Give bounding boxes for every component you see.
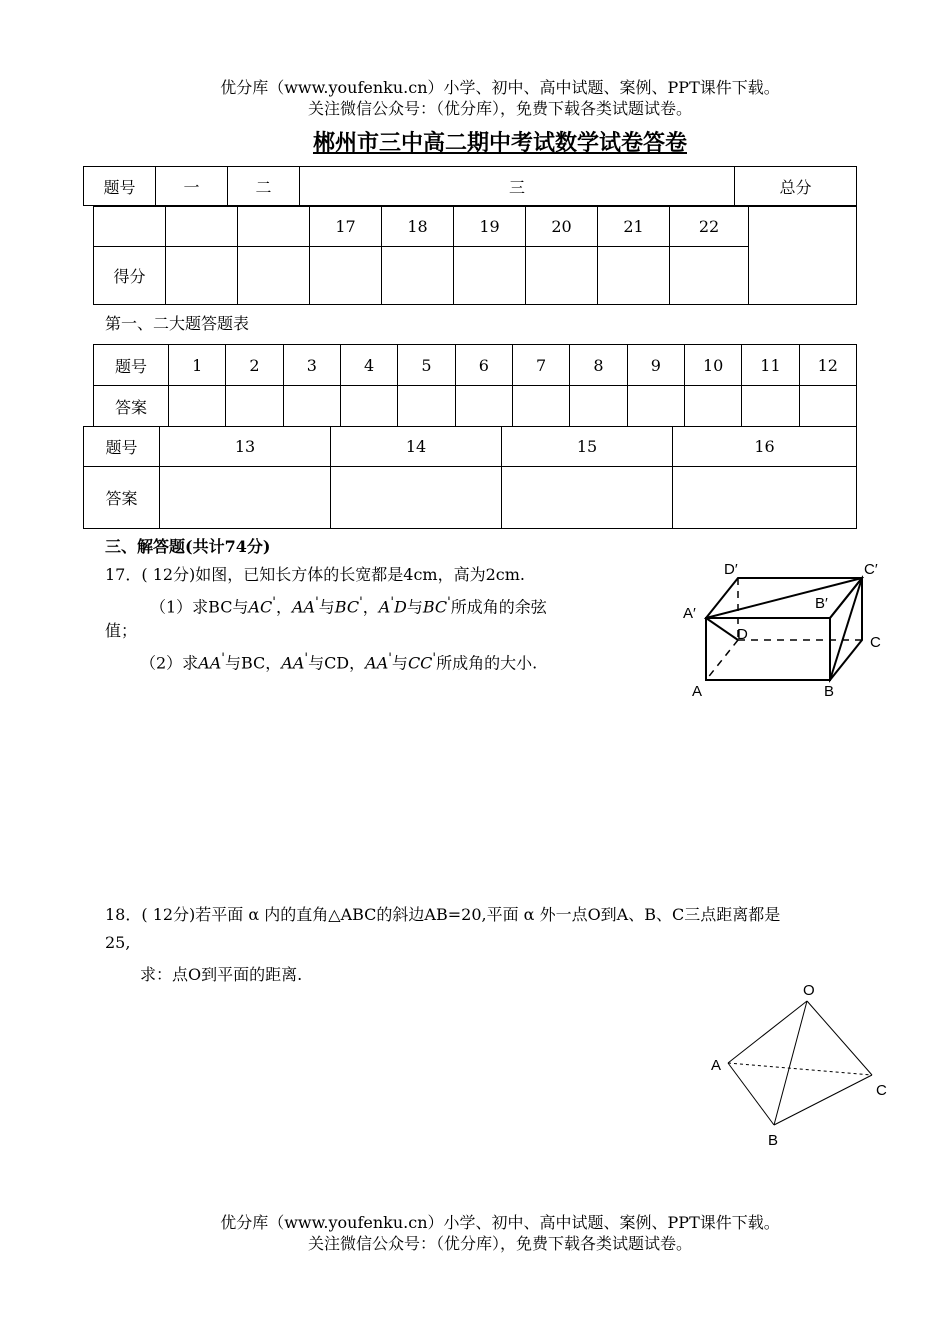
label-C: C	[876, 1082, 887, 1099]
answer1-cell[interactable]	[627, 386, 684, 427]
q17-p1-c: ，	[275, 597, 292, 617]
answer1-cell[interactable]	[684, 386, 741, 427]
score-cell[interactable]	[598, 247, 670, 305]
q17-p1-d: AA	[291, 597, 316, 617]
footer-line-1: 优分库（www.youfenku.cn）小学、初中、高中试题、案例、PPT课件下载。	[220, 1213, 780, 1232]
header-line-2: 关注微信公众号：（优分库），免费下载各类试题试卷。	[307, 99, 692, 118]
answer-table-1	[93, 344, 857, 427]
score-sub-20: 20	[526, 207, 598, 247]
score-cell[interactable]	[310, 247, 382, 305]
answer1-cell[interactable]	[226, 386, 283, 427]
page-title: 郴州市三中高二期中考试数学试卷答卷	[312, 130, 687, 156]
answer1-num: 1	[169, 345, 226, 386]
section3-title: 三、解答题(共计74分)	[105, 537, 271, 556]
answer1-cell[interactable]	[512, 386, 569, 427]
q17-p2-i: 所成角的大小.	[436, 653, 538, 673]
answer1-num: 5	[398, 345, 455, 386]
answer1-cell[interactable]	[570, 386, 627, 427]
label-O: O	[803, 982, 815, 999]
answer2-tihao-label: 题号	[84, 427, 160, 467]
edge-AB	[728, 1063, 774, 1125]
q17-p1-f: BC	[334, 597, 360, 617]
q17-p2-f: AA	[365, 653, 389, 673]
q17-p1-j: 与	[406, 597, 423, 617]
answer1-num: 3	[283, 345, 340, 386]
score-header-2: 二	[228, 167, 300, 206]
score-cell	[166, 207, 238, 247]
score-header-1: 一	[156, 167, 228, 206]
answer1-cell[interactable]	[742, 386, 799, 427]
score-header-total: 总分	[735, 167, 857, 206]
answer2-num: 15	[502, 427, 673, 467]
score-sub-18: 18	[382, 207, 454, 247]
score-cell[interactable]	[526, 247, 598, 305]
q17-p2-b: AA	[198, 653, 222, 673]
q17-p1-a: （1）求BC与	[150, 597, 249, 617]
answer1-num: 7	[512, 345, 569, 386]
label-Dp: D′	[724, 561, 738, 578]
score-cell[interactable]	[454, 247, 526, 305]
footer-line-2: 关注微信公众号：（优分库），免费下载各类试题试卷。	[307, 1234, 692, 1253]
answer2-cell[interactable]	[502, 467, 673, 529]
answer1-cell[interactable]	[398, 386, 455, 427]
q18-line3: 求：点O到平面的距离.	[140, 965, 303, 984]
answer1-daan-label: 答案	[94, 386, 169, 427]
score-cell[interactable]	[382, 247, 454, 305]
edge-BC	[774, 1075, 872, 1125]
q17-p1-k: BC	[422, 597, 448, 617]
answer1-cell[interactable]	[169, 386, 226, 427]
label-Ap: A′	[683, 605, 696, 622]
q18-line1: 18．( 12分)若平面 α 内的直角△ABC的斜边AB=20,平面 α 外一点O到A、B、C三点距离都是	[105, 905, 781, 924]
prime: '	[304, 651, 309, 666]
section12-label: 第一、二大题答题表	[105, 314, 250, 333]
answer-table-2	[83, 426, 857, 529]
answer2-cell[interactable]	[673, 467, 857, 529]
q17-p2-h: CC	[407, 653, 433, 673]
diag-AD	[706, 618, 738, 640]
q17-p1-g: ，	[362, 597, 379, 617]
label-Cp: C′	[864, 561, 878, 578]
score-sub-19: 19	[454, 207, 526, 247]
answer1-cell[interactable]	[799, 386, 856, 427]
label-Bp: B′	[815, 595, 828, 612]
score-cell[interactable]	[238, 247, 310, 305]
diag-AC	[706, 578, 862, 618]
score-defen-label: 得分	[94, 247, 166, 305]
q17-p1-b: AC	[248, 597, 273, 617]
edge-OB	[774, 1001, 807, 1125]
label-B: B	[824, 683, 835, 700]
header-line-1: 优分库（www.youfenku.cn）小学、初中、高中试题、案例、PPT课件下载。	[220, 78, 780, 97]
answer1-num: 10	[684, 345, 741, 386]
answer2-num: 14	[331, 427, 502, 467]
score-cell[interactable]	[670, 247, 749, 305]
answer1-num: 11	[742, 345, 799, 386]
answer1-cell[interactable]	[455, 386, 512, 427]
answer1-num: 4	[340, 345, 397, 386]
prime: '	[359, 595, 363, 610]
q17-line3: 值；	[105, 621, 138, 640]
q17-part1	[150, 592, 547, 618]
answer2-cell[interactable]	[331, 467, 502, 529]
q17-p2-g: 与	[391, 653, 408, 673]
q17-part2	[140, 648, 537, 674]
score-cell	[238, 207, 310, 247]
q17-p2-a: （2）求	[140, 653, 199, 673]
score-header-3: 三	[300, 167, 735, 206]
prime: '	[315, 595, 319, 610]
hidden-edge-DA	[706, 640, 738, 680]
score-table-header	[83, 166, 857, 206]
edge-OA	[728, 1001, 807, 1063]
score-total-cell[interactable]	[749, 207, 857, 305]
edge-AC	[728, 1063, 872, 1075]
answer2-daan-label: 答案	[84, 467, 160, 529]
score-cell[interactable]	[166, 247, 238, 305]
answer1-num: 9	[627, 345, 684, 386]
q17-p1-l: 所成角的余弦	[450, 597, 547, 617]
label-C: C	[870, 634, 881, 651]
q17-p2-c: 与BC，	[224, 653, 282, 673]
score-header-tihao: 题号	[84, 167, 156, 206]
q18-line2: 25,	[105, 933, 131, 952]
prime: '	[388, 651, 392, 666]
q17-p2-e: 与CD，	[308, 653, 366, 673]
answer2-num: 13	[160, 427, 331, 467]
label-B: B	[768, 1132, 779, 1149]
label-A: A	[692, 683, 703, 700]
q17-line1: 17．( 12分)如图，已知长方体的长宽都是4cm，高为2cm.	[105, 565, 526, 584]
prime: '	[447, 595, 451, 610]
prime: '	[272, 595, 276, 610]
q17-p1-i: D	[393, 597, 407, 617]
answer1-num: 8	[570, 345, 627, 386]
answer1-num: 12	[799, 345, 856, 386]
cuboid-figure	[670, 550, 900, 710]
label-D: D	[737, 626, 748, 643]
prime: '	[221, 651, 225, 666]
q17-p1-e: 与	[318, 597, 335, 617]
prime: '	[432, 651, 437, 666]
answer1-tihao-label: 题号	[94, 345, 169, 386]
answer1-num: 6	[455, 345, 512, 386]
answer1-cell[interactable]	[283, 386, 340, 427]
score-sub-21: 21	[598, 207, 670, 247]
q17-p1-h: A	[378, 597, 391, 617]
cuboid-front-face	[706, 618, 830, 680]
prime: '	[390, 595, 394, 610]
score-sub-17: 17	[310, 207, 382, 247]
answer2-num: 16	[673, 427, 857, 467]
tetrahedron-figure	[700, 975, 900, 1155]
q17-p2-d: AA	[281, 653, 305, 673]
score-table-body	[93, 206, 857, 305]
edge-OC	[807, 1001, 872, 1075]
answer1-cell[interactable]	[340, 386, 397, 427]
label-A: A	[711, 1057, 722, 1074]
score-cell	[94, 207, 166, 247]
answer2-cell[interactable]	[160, 467, 331, 529]
answer1-num: 2	[226, 345, 283, 386]
diag-BC	[830, 578, 862, 680]
score-sub-22: 22	[670, 207, 749, 247]
